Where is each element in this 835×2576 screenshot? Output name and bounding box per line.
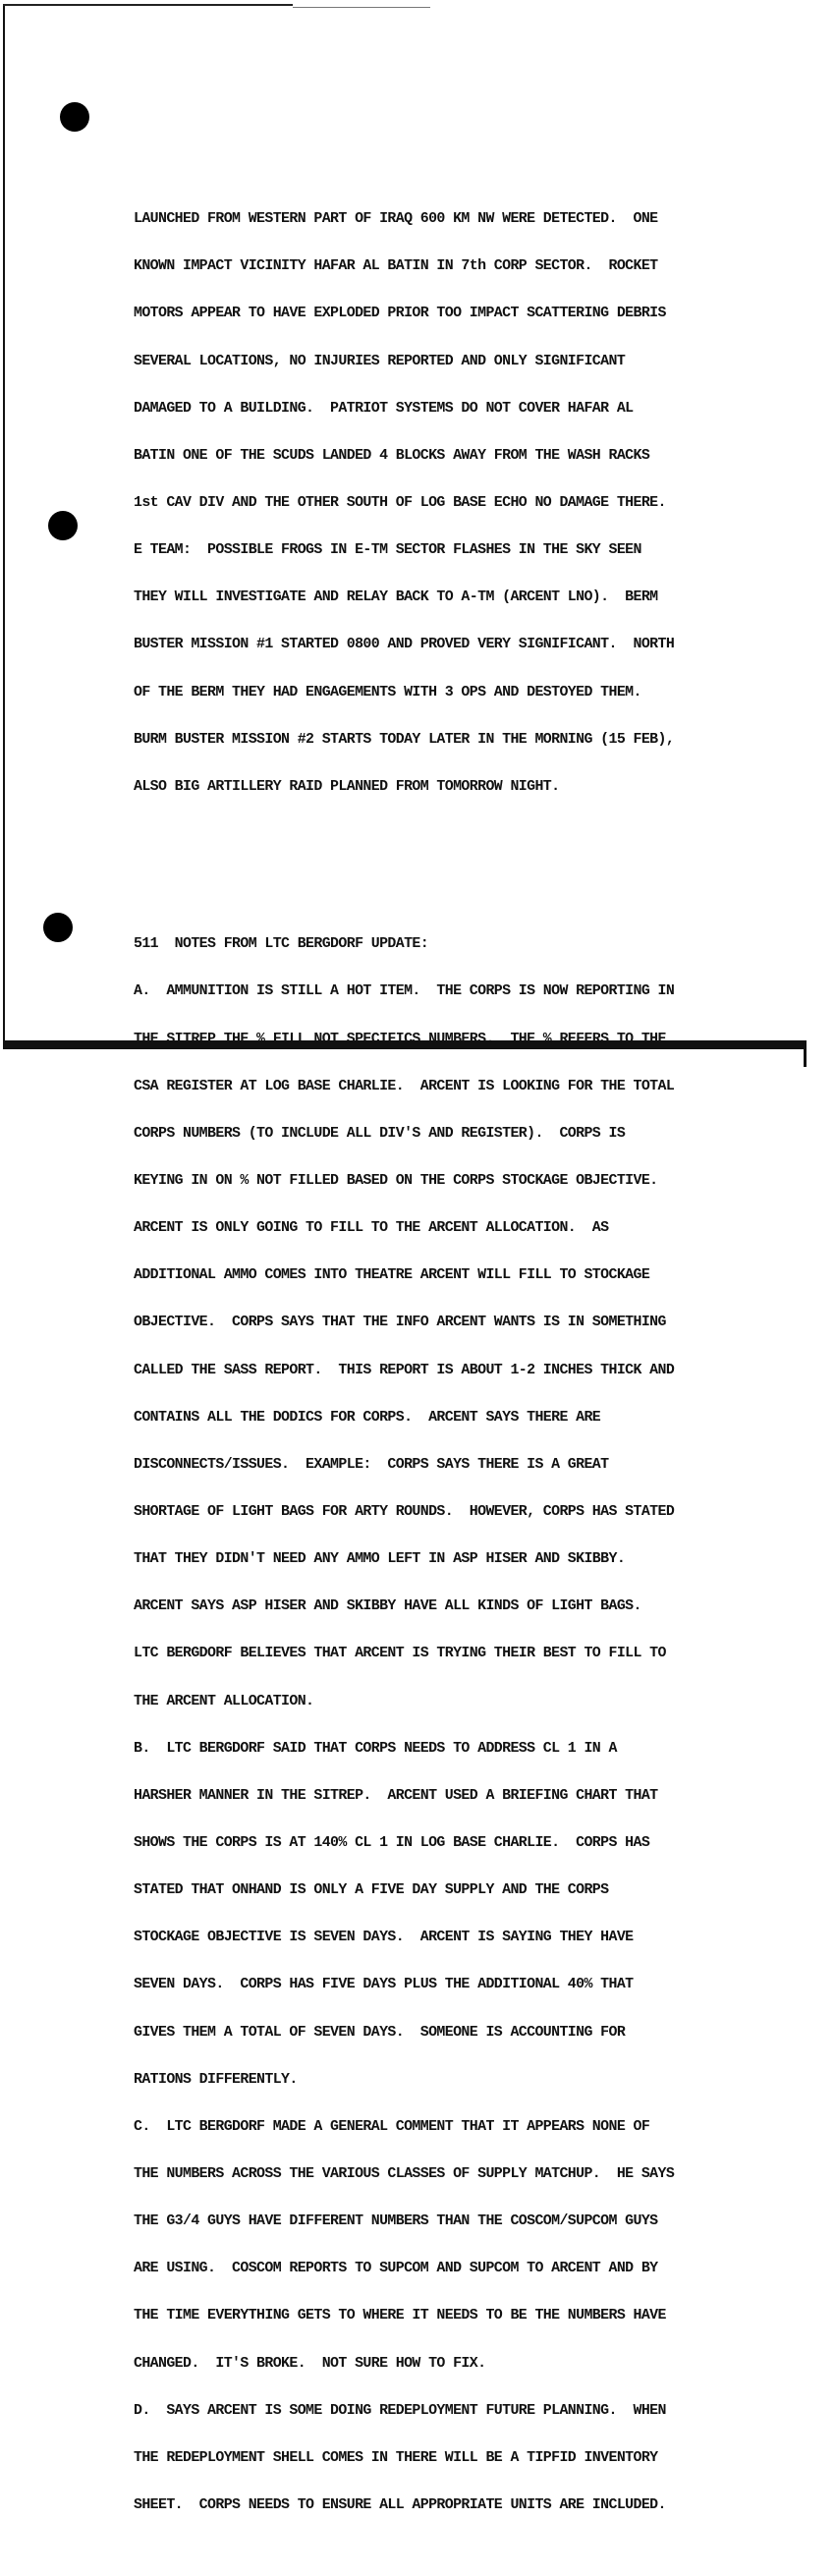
text-line: ALSO BIG ARTILLERY RAID PLANNED FROM TOMORROW NIGHT. (134, 778, 560, 795)
text-line: CONTAINS ALL THE DODICS FOR CORPS. ARCENT SAYS THERE ARE (134, 1409, 601, 1426)
text-line: SHORTAGE OF LIGHT BAGS FOR ARTY ROUNDS. HOWEVER, CORPS HAS STATED (134, 1504, 675, 1521)
text-line: CHANGED. IT'S BROKE. NOT SURE HOW TO FIX. (134, 2355, 486, 2372)
text-line: 511 NOTES FROM LTC BERGDORF UPDATE: (134, 936, 429, 953)
text-line: LTC BERGDORF BELIEVES THAT ARCENT IS TRYING THEIR BEST TO FILL TO (134, 1646, 666, 1662)
text-line: SEVERAL LOCATIONS, NO INJURIES REPORTED AND ONLY SIGNIFICANT (134, 353, 626, 369)
text-line: THAT THEY DIDN'T NEED ANY AMMO LEFT IN ASP HISER AND SKIBBY. (134, 1551, 626, 1568)
text-line: HARSHER MANNER IN THE SITREP. ARCENT USED A BRIEFING CHART THAT (134, 1787, 658, 1804)
text-line: THE TIME EVERYTHING GETS TO WHERE IT NEEDS TO BE THE NUMBERS HAVE (134, 2308, 666, 2324)
text-line: THE ARCENT ALLOCATION. (134, 1693, 314, 1709)
text-line: SHEET. CORPS NEEDS TO ENSURE ALL APPROPRIATE UNITS ARE INCLUDED. (134, 2496, 666, 2513)
text-line: THE G3/4 GUYS HAVE DIFFERENT NUMBERS THAN THE COSCOM/SUPCOM GUYS (134, 2213, 658, 2230)
scan-edge-top-thin (293, 7, 430, 8)
paragraph-scud-report (134, 180, 821, 826)
text-line: ARE USING. COSCOM REPORTS TO SUPCOM AND SUPCOM TO ARCENT AND BY (134, 2261, 658, 2277)
text-line: THE REDEPLOYMENT SHELL COMES IN THERE WILL BE A TIPFID INVENTORY (134, 2449, 658, 2466)
scan-edge-top (3, 4, 293, 6)
document-body (134, 148, 821, 2576)
text-line: SHOWS THE CORPS IS AT 140% CL 1 IN LOG BASE CHARLIE. CORPS HAS (134, 1835, 650, 1852)
text-line: CALLED THE SASS REPORT. THIS REPORT IS ABOUT 1-2 INCHES THICK AND (134, 1362, 675, 1378)
text-line: OBJECTIVE. CORPS SAYS THAT THE INFO ARCENT WANTS IS IN SOMETHING (134, 1315, 666, 1331)
text-line: BATIN ONE OF THE SCUDS LANDED 4 BLOCKS AWAY FROM THE WASH RACKS (134, 447, 650, 464)
text-line: LAUNCHED FROM WESTERN PART OF IRAQ 600 KM NW WERE DETECTED. ONE (134, 211, 658, 228)
text-line: THEY WILL INVESTIGATE AND RELAY BACK TO A-TM (ARCENT LNO). BERM (134, 589, 658, 606)
text-line: ADDITIONAL AMMO COMES INTO THEATRE ARCENT WILL FILL TO STOCKAGE (134, 1267, 650, 1284)
text-line: THE NUMBERS ACROSS THE VARIOUS CLASSES OF SUPPLY MATCHUP. HE SAYS (134, 2166, 675, 2182)
text-line: THE SITREP THE % FILL NOT SPECIFICS NUMBERS. THE % REFERS TO THE (134, 1031, 666, 1047)
punch-hole-middle (48, 511, 78, 540)
text-line: SEVEN DAYS. CORPS HAS FIVE DAYS PLUS THE ADDITIONAL 40% THAT (134, 1977, 634, 1993)
text-line: GIVES THEM A TOTAL OF SEVEN DAYS. SOMEONE IS ACCOUNTING FOR (134, 2024, 626, 2041)
text-line: CORPS NUMBERS (TO INCLUDE ALL DIV'S AND REGISTER). CORPS IS (134, 1125, 626, 1142)
paragraph-bergdorf-notes (134, 905, 821, 2545)
text-line: ARCENT IS ONLY GOING TO FILL TO THE ARCENT ALLOCATION. AS (134, 1220, 609, 1237)
text-line: RATIONS DIFFERENTLY. (134, 2071, 298, 2088)
text-line: B. LTC BERGDORF SAID THAT CORPS NEEDS TO ADDRESS CL 1 IN A (134, 1740, 617, 1757)
punch-hole-bottom (43, 913, 73, 942)
text-line: C. LTC BERGDORF MADE A GENERAL COMMENT THAT IT APPEARS NONE OF (134, 2118, 650, 2135)
text-line: BURM BUSTER MISSION #2 STARTS TODAY LATER IN THE MORNING (15 FEB), (134, 731, 675, 748)
text-line: BUSTER MISSION #1 STARTED 0800 AND PROVED VERY SIGNIFICANT. NORTH (134, 637, 675, 653)
text-line: OF THE BERM THEY HAD ENGAGEMENTS WITH 3 OPS AND DESTOYED THEM. (134, 684, 641, 700)
text-line: DISCONNECTS/ISSUES. EXAMPLE: CORPS SAYS THERE IS A GREAT (134, 1456, 609, 1473)
text-line: A. AMMUNITION IS STILL A HOT ITEM. THE CORPS IS NOW REPORTING IN (134, 983, 675, 1000)
text-line: MOTORS APPEAR TO HAVE EXPLODED PRIOR TOO IMPACT SCATTERING DEBRIS (134, 306, 666, 322)
punch-hole-top (60, 102, 89, 132)
text-line: ARCENT SAYS ASP HISER AND SKIBBY HAVE ALL KINDS OF LIGHT BAGS. (134, 1598, 641, 1615)
text-line: KEYING IN ON % NOT FILLED BASED ON THE CORPS STOCKAGE OBJECTIVE. (134, 1173, 658, 1190)
text-line: CSA REGISTER AT LOG BASE CHARLIE. ARCENT IS LOOKING FOR THE TOTAL (134, 1078, 675, 1094)
scan-edge-left (3, 4, 5, 1048)
text-line: 1st CAV DIV AND THE OTHER SOUTH OF LOG BASE ECHO NO DAMAGE THERE. (134, 495, 666, 512)
text-line: D. SAYS ARCENT IS SOME DOING REDEPLOYMENT FUTURE PLANNING. WHEN (134, 2402, 666, 2419)
text-line: KNOWN IMPACT VICINITY HAFAR AL BATIN IN 7th CORP SECTOR. ROCKET (134, 258, 658, 275)
text-line: STATED THAT ONHAND IS ONLY A FIVE DAY SUPPLY AND THE CORPS (134, 1882, 609, 1899)
text-line: STOCKAGE OBJECTIVE IS SEVEN DAYS. ARCENT IS SAYING THEY HAVE (134, 1930, 634, 1946)
paragraph-gap (134, 858, 821, 873)
text-line: E TEAM: POSSIBLE FROGS IN E-TM SECTOR FLASHES IN THE SKY SEEN (134, 542, 641, 559)
text-line: DAMAGED TO A BUILDING. PATRIOT SYSTEMS DO NOT COVER HAFAR AL (134, 400, 634, 417)
